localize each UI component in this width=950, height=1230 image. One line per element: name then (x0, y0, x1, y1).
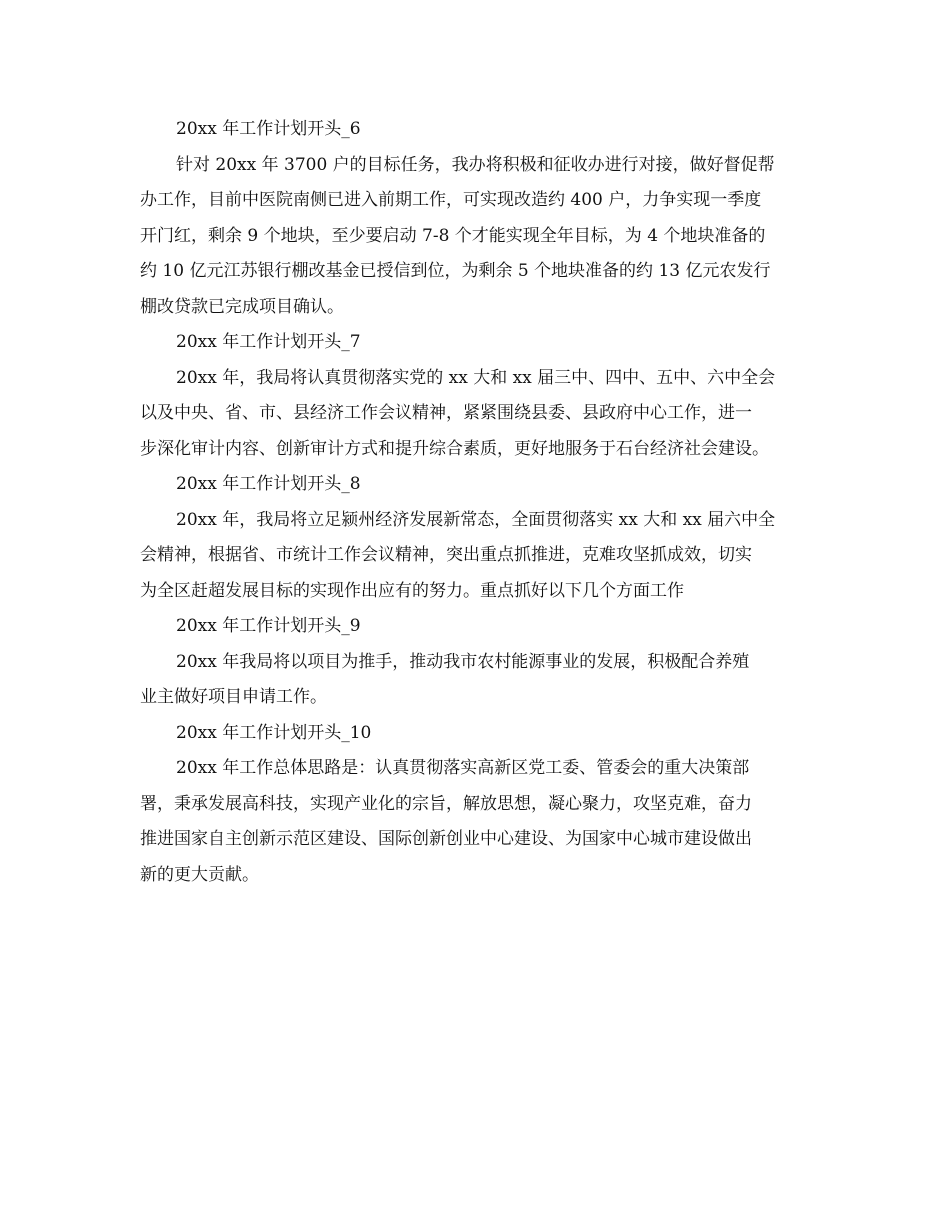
section-paragraph (140, 361, 820, 468)
paragraph-line: 针对 20xx 年 3700 户的目标任务，我办将积极和征收办进行对接，做好督促帮 (176, 154, 775, 175)
section-plan-9 (140, 609, 820, 716)
section-heading: 20xx 年工作计划开头_10 (176, 722, 372, 743)
section-plan-10 (140, 716, 820, 894)
paragraph-line: 以及中央、省、市、县经济工作会议精神，紧紧围绕县委、县政府中心工作，进一 (140, 403, 752, 423)
section-paragraph (140, 148, 820, 326)
section-heading: 20xx 年工作计划开头_6 (176, 119, 361, 139)
section-plan-6 (140, 112, 820, 325)
document-body (140, 112, 820, 893)
paragraph-line: 步深化审计内容、创新审计方式和提升综合素质，更好地服务于石台经济社会建设。 (140, 438, 769, 459)
paragraph-line: 署，秉承发展高科技，实现产业化的宗旨，解放思想，凝心聚力，攻坚克难，奋力 (140, 793, 752, 814)
section-plan-7 (140, 325, 820, 467)
paragraph-line: 业主做好项目申请工作。 (140, 687, 327, 707)
paragraph-line: 棚改贷款已完成项目确认。 (140, 296, 344, 317)
paragraph-line: 办工作，目前中医院南侧已进入前期工作，可实现改造约 400 户，力争实现一季度 (140, 190, 762, 210)
section-paragraph (140, 645, 820, 716)
paragraph-line: 为全区赶超发展目标的实现作出应有的努力。重点抓好以下几个方面工作 (140, 580, 684, 601)
section-paragraph (140, 503, 820, 610)
paragraph-line: 20xx 年，我局将立足颍州经济发展新常态，全面贯彻落实 xx 大和 xx 届六中全 (176, 509, 776, 530)
section-heading: 20xx 年工作计划开头_8 (176, 474, 361, 494)
paragraph-line: 约 10 亿元江苏银行棚改基金已授信到位，为剩余 5 个地块准备的约 13 亿元农发行 (140, 261, 771, 281)
paragraph-line: 会精神，根据省、市统计工作会议精神，突出重点抓推进，克难攻坚抓成效，切实 (140, 545, 752, 565)
section-plan-8 (140, 467, 820, 609)
paragraph-line: 20xx 年我局将以项目为推手，推动我市农村能源事业的发展，积极配合养殖 (176, 651, 750, 672)
section-paragraph (140, 751, 820, 893)
section-heading: 20xx 年工作计划开头_9 (176, 616, 361, 636)
paragraph-line: 开门红，剩余 9 个地块，至少要启动 7-8 个才能实现全年目标，为 4 个地块准备的 (140, 225, 766, 246)
section-heading: 20xx 年工作计划开头_7 (176, 332, 361, 352)
paragraph-line: 20xx 年工作总体思路是：认真贯彻落实高新区党工委、管委会的重大决策部 (176, 758, 750, 778)
paragraph-line: 新的更大贡献。 (140, 864, 259, 885)
paragraph-line: 推进国家自主创新示范区建设、国际创新创业中心建设、为国家中心城市建设做出 (140, 829, 752, 849)
paragraph-line: 20xx 年，我局将认真贯彻落实党的 xx 大和 xx 届三中、四中、五中、六中全会 (176, 367, 776, 388)
